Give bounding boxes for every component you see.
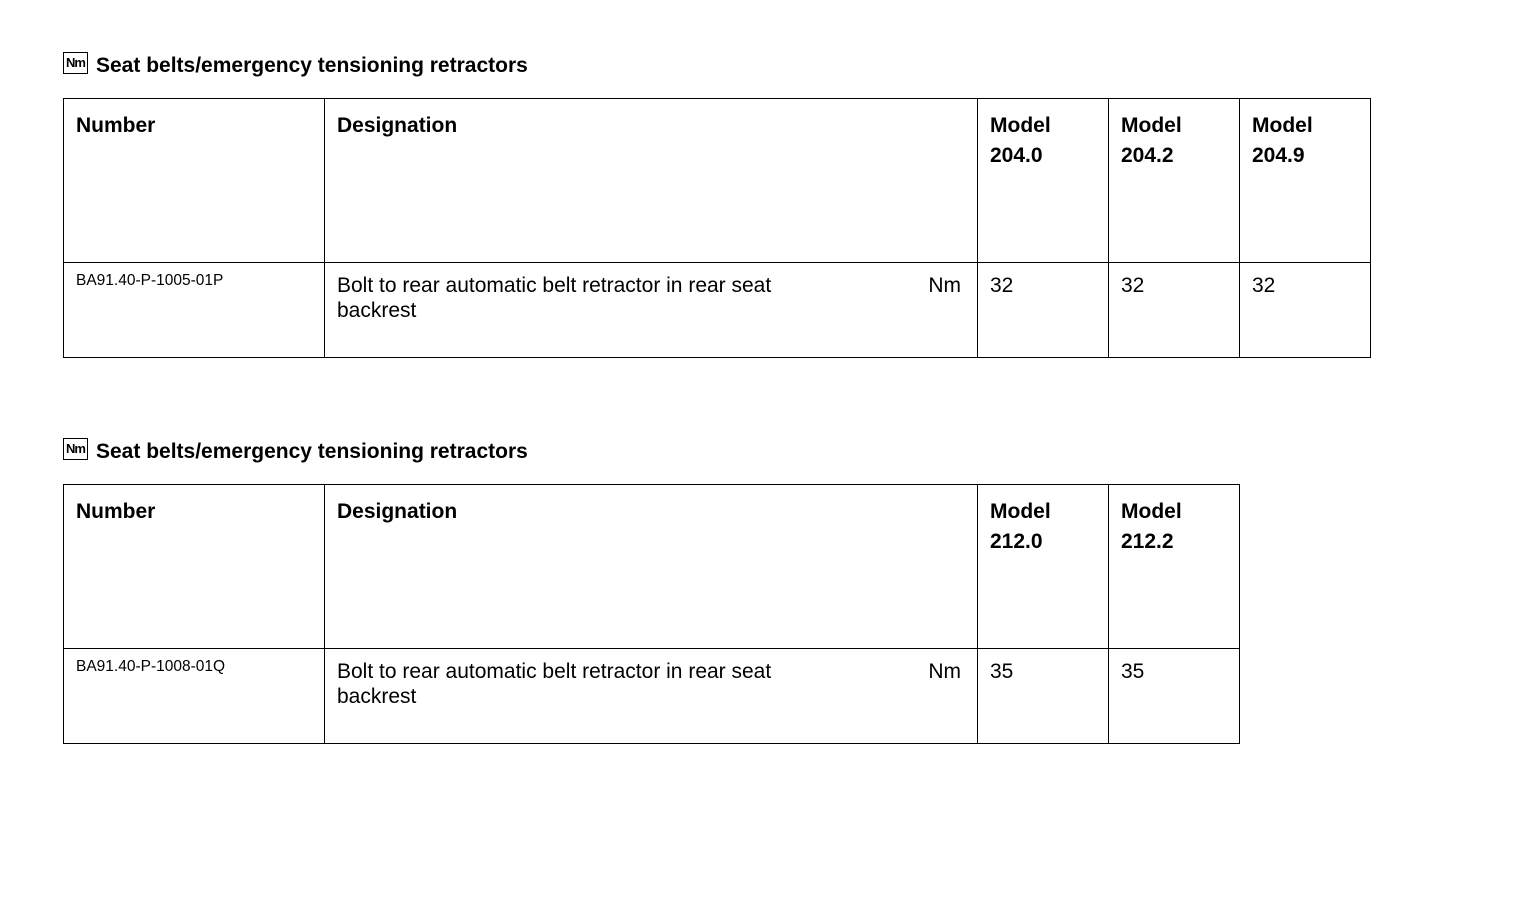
section-heading xyxy=(63,436,1240,470)
nm-torque-icon: Nm xyxy=(63,52,88,74)
row-number: BA91.40-P-1008-01Q xyxy=(64,649,325,744)
row-designation: Bolt to rear automatic belt retractor in rear seat backrest xyxy=(337,274,772,322)
table-header-row xyxy=(64,99,1371,263)
header-designation: Designation xyxy=(325,485,978,649)
torque-section-2 xyxy=(63,436,1240,744)
table-header-row xyxy=(64,485,1240,649)
nm-torque-icon: Nm xyxy=(63,438,88,460)
section-heading xyxy=(63,50,1371,84)
row-value-1: 32 xyxy=(978,263,1109,358)
header-model-1: Model 204.0 xyxy=(978,99,1109,263)
torque-section-1 xyxy=(63,50,1371,358)
table-row xyxy=(64,649,1240,744)
row-value-3: 32 xyxy=(1240,263,1371,358)
header-model-3: Model 204.9 xyxy=(1240,99,1371,263)
header-model-1: Model 212.0 xyxy=(978,485,1109,649)
header-designation: Designation xyxy=(325,99,978,263)
row-unit: Nm xyxy=(928,274,961,297)
row-designation: Bolt to rear automatic belt retractor in rear seat backrest xyxy=(337,660,772,708)
section-title: Seat belts/emergency tensioning retractors xyxy=(96,440,528,463)
header-model-2: Model 204.2 xyxy=(1109,99,1240,263)
header-model-2: Model 212.2 xyxy=(1109,485,1240,649)
row-value-1: 35 xyxy=(978,649,1109,744)
header-number: Number xyxy=(64,99,325,263)
header-number: Number xyxy=(64,485,325,649)
torque-table-1 xyxy=(63,98,1371,358)
row-unit: Nm xyxy=(928,660,961,683)
row-designation-cell xyxy=(325,649,978,744)
row-number: BA91.40-P-1005-01P xyxy=(64,263,325,358)
table-row xyxy=(64,263,1371,358)
row-value-2: 35 xyxy=(1109,649,1240,744)
row-value-2: 32 xyxy=(1109,263,1240,358)
row-designation-cell xyxy=(325,263,978,358)
section-title: Seat belts/emergency tensioning retractors xyxy=(96,54,528,77)
torque-table-2 xyxy=(63,484,1240,744)
